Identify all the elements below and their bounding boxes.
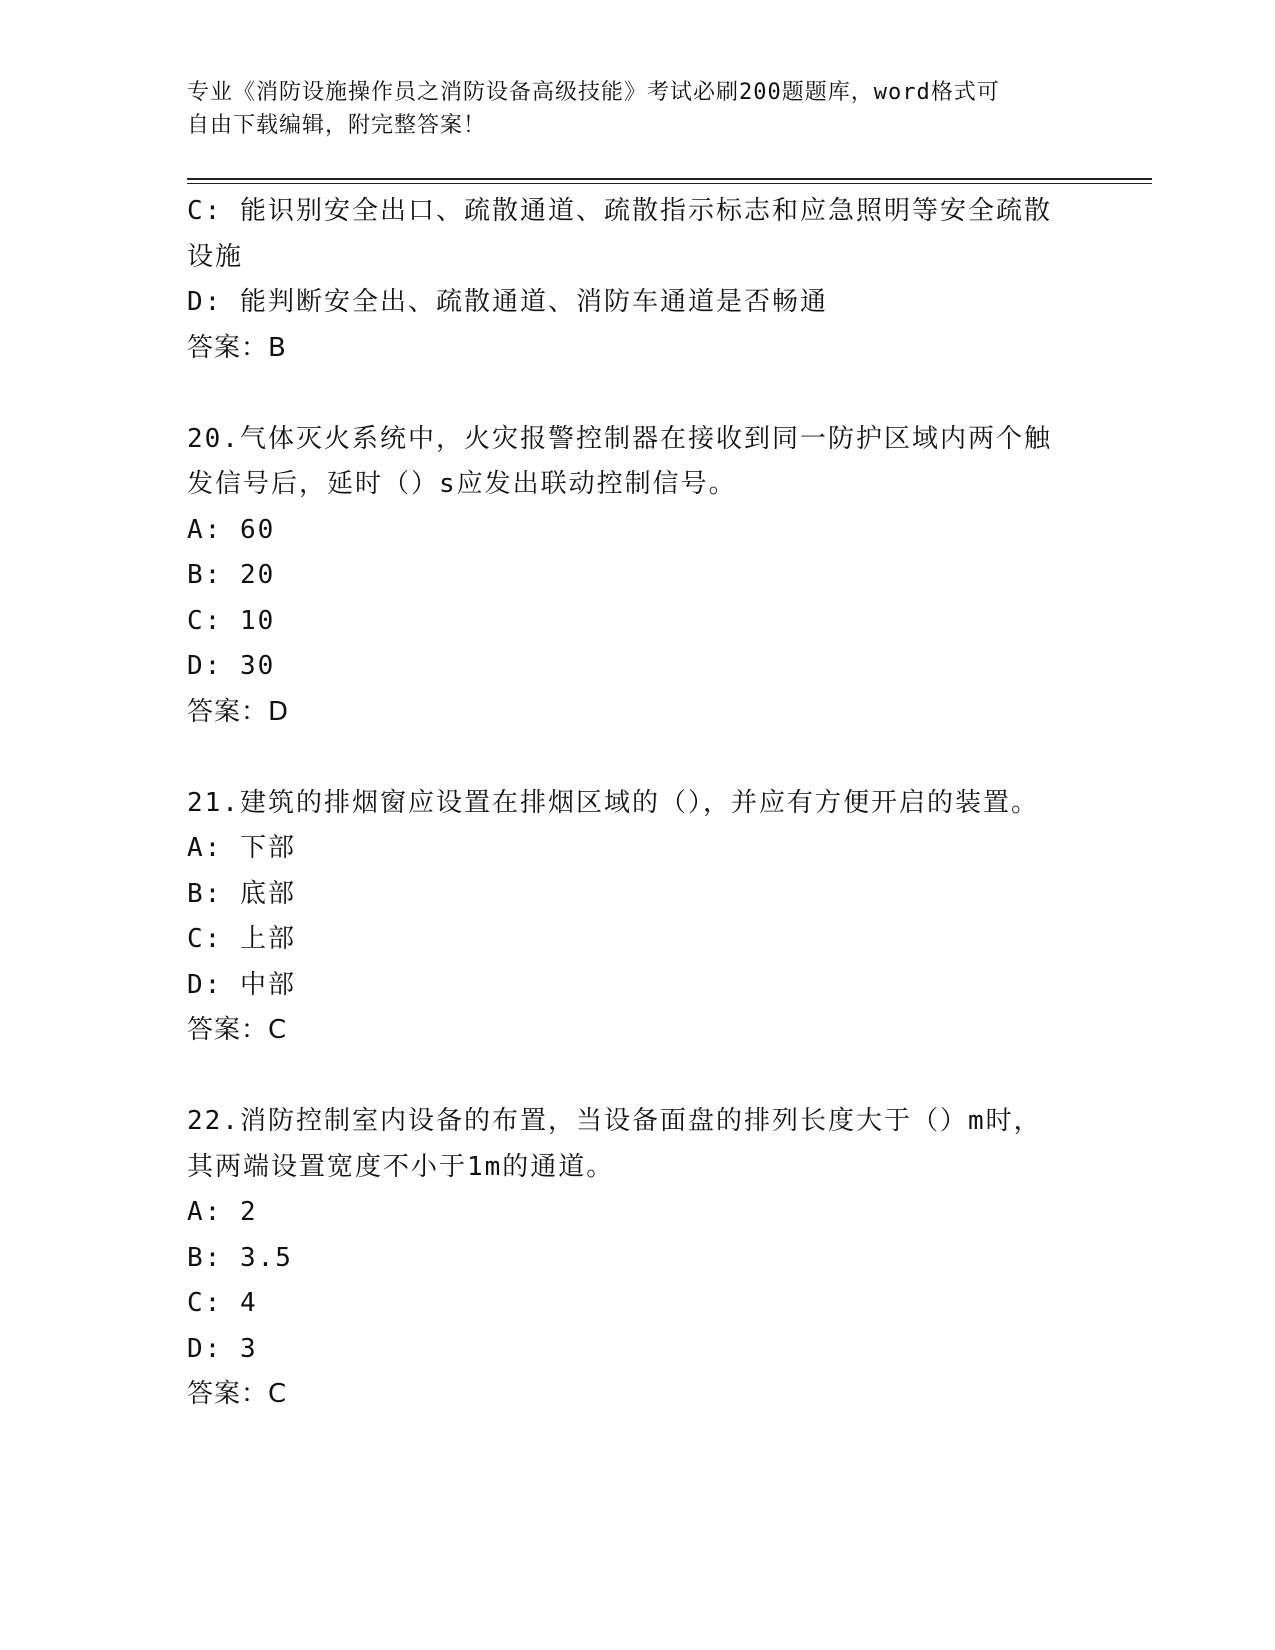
option-a: A: 2: [187, 1197, 258, 1227]
option-c: C: 4: [187, 1288, 258, 1318]
option-a: A: 下部: [187, 833, 296, 863]
question-stem-line-2: 发信号后，延时（）s应发出联动控制信号。: [187, 469, 737, 499]
option-c: C: 10: [187, 605, 276, 636]
option-b: B: 20: [187, 560, 276, 590]
spacer: [187, 1054, 1087, 1100]
question-stem-line-2: 其两端设置宽度不小于1m的通道。: [187, 1151, 615, 1182]
option-b: B: 底部: [187, 878, 296, 909]
header-divider-thick: [187, 178, 1152, 180]
option-d: D: 30: [187, 651, 276, 681]
answer-line: 答案：B: [187, 332, 287, 363]
option-c-line-2: 设施: [187, 241, 244, 272]
answer-line: 答案：C: [187, 1015, 288, 1045]
option-c-line-1: C: 能识别安全出口、疏散通道、疏散指示标志和应急照明等安全疏散: [187, 196, 1052, 226]
spacer: [187, 735, 1087, 781]
question-stem-line-1: 22.消防控制室内设备的布置，当设备面盘的排列长度大于（）m时，: [187, 1106, 1042, 1136]
option-c: C: 上部: [187, 924, 296, 954]
answer-line: 答案：D: [187, 696, 290, 727]
option-d: D: 中部: [187, 969, 296, 1000]
option-b: B: 3.5: [187, 1242, 293, 1273]
header-line-1: 专业《消防设施操作员之消防设备高级技能》考试必刷200题题库，word格式可: [187, 80, 1000, 105]
header-divider-thin: [187, 183, 1152, 184]
question-stem-line-1: 21.建筑的排烟窗应设置在排烟区域的（），并应有方便开启的装置。: [187, 787, 1039, 818]
header-line-2: 自由下载编辑，附完整答案！: [187, 113, 487, 138]
question-20: [187, 417, 1087, 736]
option-d: D: 能判断安全出、疏散通道、消防车通道是否畅通: [187, 287, 828, 317]
spacer: [187, 371, 1087, 417]
answer-line: 答案：C: [187, 1379, 288, 1409]
question-21: [187, 781, 1087, 1054]
document-body: [187, 189, 1087, 1418]
option-a: A: 60: [187, 514, 276, 545]
question-19-continued: [187, 189, 1087, 371]
document-header: [187, 76, 1067, 142]
option-d: D: 3: [187, 1333, 258, 1364]
question-stem-line-1: 20.气体灭火系统中，火灾报警控制器在接收到同一防护区域内两个触: [187, 423, 1052, 454]
question-22: [187, 1099, 1087, 1418]
